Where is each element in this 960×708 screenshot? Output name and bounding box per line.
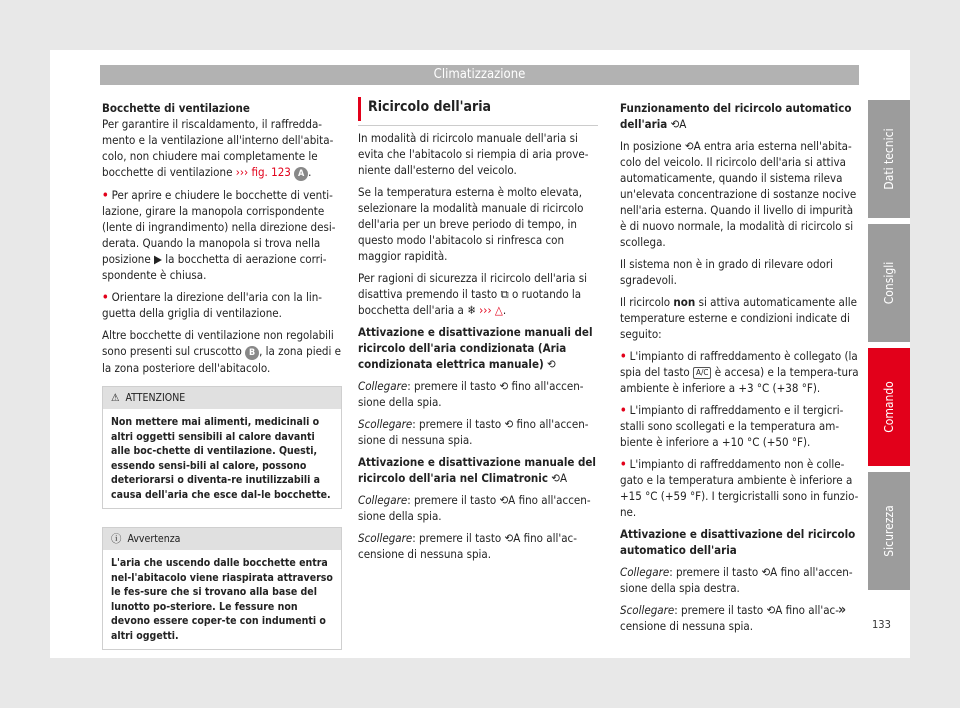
column-1: Bocchette di ventilazione Per garantire il riscaldamento, il raffredda-mento e la ventilazione all'interno dell'abita-colo, non chiudere mai completamente le bocchette di ventilazione ››› fig. 123 A . • Per aprire e chiudere le bocchette di venti-lazione, girare la manopola corrispondente (lente di ingrandimento) nella direzione desi-derata. Quando la manopola si trova nella posizione ▶ la bocchetta di aerazione corri-spondente è chiusa. • Orientare la direzione dell'aria con la lin-guetta della griglia di ventilazione. Altre bocchette di ventilazione non regolabili sono presenti sul cruscotto B , la zona piedi e la zona posteriore dell'abitacolo. ⚠ ATTENZIONE Non mettere mai alimenti, medicinali o altri oggetti sensibili al calore davanti alle boc-chette di ventilazione. Questi, essendo sensi-bili al calore, possono deteriorarsi o diventa-re inutilizzabili a causa dell'aria che esce dal-le bocchette. ⓘ Avvertenza L'aria che uscendo dalle bocchette entra nel-l'abitacolo viene riaspirata attraverso le fes-sure che si trovano alla base del lunotto po-steriore. Le fessure non devono essere coper-te con indumenti o altri oggetti. [102,100,342,650]
paragraph: Altre bocchette di ventilazione non regolabili sono presenti sul cruscotto [102,328,334,358]
subheading: Funzionamento del ricircolo automatico dell'aria [620,101,852,131]
side-tab-sicurezza[interactable] [868,472,910,590]
page-number: 133 [872,618,891,631]
ac-key: A/C [693,367,711,379]
paragraph: In modalità di ricircolo manuale dell'aria si evita che l'abitacolo si riempia di aria prove-niente dall'esterno del veicolo. [358,131,589,177]
paragraph: o ruotando la bocchetta dell'aria a [358,287,582,317]
heading-bocchette: Bocchette di ventilazione [102,101,250,115]
text: : premere il tasto [407,493,497,507]
badge-a: A [294,167,308,181]
bold-text: non [673,295,696,309]
label-collegare: Collegare [358,493,408,507]
badge-b: B [245,346,259,360]
text: : premere il tasto [407,379,497,393]
bullet-icon: • [620,457,627,471]
side-tab-dati-tecnici[interactable] [868,100,910,218]
label-scollegare: Scollegare [358,417,413,431]
side-tab-comando[interactable] [868,348,910,466]
warning-triangle-icon: △ [494,303,503,317]
warning-box [102,386,342,509]
auto-recirculation-icon: ⟲A [499,493,516,507]
label-collegare: Collegare [358,379,408,393]
side-tab-consigli[interactable] [868,224,910,342]
text: fino all'accen-sione di nessuna spia. [358,417,589,447]
defrost-icon: ❄ [467,303,476,317]
bullet-icon: • [620,403,627,417]
info-icon: ⓘ [111,533,122,545]
recirculation-icon: ⟲ [547,357,556,371]
auto-recirculation-icon: ⟲A [551,471,568,485]
side-tab-label: Sicurezza [882,505,896,557]
paragraph: Per garantire il riscaldamento, il raffredda-mento e la ventilazione all'interno dell'abita-colo, non chiudere mai completamente le bocchette di ventilazione [102,117,334,179]
text: fino all'ac-censione di nessuna spia. [620,603,839,633]
bullet-icon: • [620,349,627,363]
text: : premere il tasto [669,565,759,579]
auto-recirculation-icon: ⟲A [504,531,521,545]
warning-icon: ⚠ [111,392,120,404]
paragraph: Se la temperatura esterna è molto elevata, selezionare la modalità manuale di ricircolo dell'aria per un breve periodo di tempo, in questo modo l'abitacolo si rinfresca con maggior rapidità. [358,185,584,263]
continue-marker: » [838,602,847,618]
note-title: Avvertenza [127,533,181,545]
text: fino all'accen-sione della spia destra. [620,565,853,595]
ref-arrows[interactable]: ››› [479,303,492,317]
bullet-icon: • [102,290,109,304]
label-scollegare: Scollegare [620,603,675,617]
text: : premere il tasto [412,531,502,545]
text: Il ricircolo [620,295,671,309]
paragraph: Il sistema non è in grado di rilevare odori sgradevoli. [620,257,833,287]
bullet-text: Orientare la direzione dell'aria con la lin-guetta della griglia di ventilazione. [102,290,323,320]
label-collegare: Collegare [620,565,670,579]
column-2: In modalità di ricircolo manuale dell'aria si evita che l'abitacolo si riempia di aria prove-niente dall'esterno del veicolo. Se la temperatura esterna è molto elevata, selezionare la modalità manuale di ricircolo dell'aria per un breve periodo di tempo, in questo modo l'abitacolo si rinfresca con maggior rapidità. Per ragioni di sicurezza il ricircolo dell'aria si disattiva premendo il tasto ⧉ o ruotando la bocchetta dell'aria a ❄ ››› △. Attivazione e disattivazione manuali del ricircolo dell'aria condizionata (Aria condizionata elettrica manuale) ⟲ Collegare: premere il tasto ⟲ fino all'accen-sione della spia. Scollegare: premere il tasto ⟲ fino all'accen-sione di nessuna spia. Attivazione e disattivazione manuale del ricircolo dell'aria nel Climatronic ⟲A Collegare: premere il tasto ⟲A fino all'accen-sione della spia. Scollegare: premere il tasto ⟲A fino all'ac-censione di nessuna spia. [358,130,598,568]
arrow-right-icon: ▶ [154,252,162,266]
auto-recirculation-icon: ⟲A [766,603,783,617]
subheading: Attivazione e disattivazione manuale del ricircolo dell'aria nel Climatronic [358,455,596,485]
warning-title: ATTENZIONE [125,392,186,404]
section-title [358,95,598,125]
text: In posizione [620,139,682,153]
section-title-text: Ricircolo dell'aria [368,99,492,115]
text: : premere il tasto [674,603,764,617]
text: entra aria esterna nell'abita-colo del veicolo. Il ricircolo dell'aria si attiva automaticamente, quando il sistema rileva un'elevata concentrazione di sostanze nocive nell'aria esterna. Quando il livello di impurità è di nuovo normale, la modalità di ricircolo si scollega. [620,139,857,249]
text: fino all'accen-sione della spia. [358,379,584,409]
max-defrost-icon: ⧉ [500,287,509,301]
side-tab-label: Dati tecnici [882,128,896,190]
recirculation-icon: ⟲ [504,417,514,431]
header-bar: Climatizzazione [100,65,859,85]
bullet-text: Per aprire e chiudere le bocchette di venti-lazione, girare la manopola corrispondente (lente di ingrandimento) nella direzione desi-derata. Quando la manopola si trova nella posizione [102,188,336,266]
text: fino all'ac-censione di nessuna spia. [358,531,577,561]
paragraph: Per ragioni di sicurezza il ricircolo dell'aria si disattiva premendo il tasto [358,271,588,301]
text: fino all'accen-sione della spia. [358,493,591,523]
recirculation-icon: ⟲ [499,379,509,393]
auto-recirculation-icon: ⟲A [761,565,778,579]
bullet-icon: • [102,188,109,202]
paragraph: , la zona piedi e la zona posteriore dell'abitacolo. [102,344,342,375]
column-3 [620,100,860,640]
label-scollegare: Scollegare [358,531,413,545]
fig-ref-link[interactable]: ››› fig. 123 [235,165,291,179]
text: si attiva automaticamente alle temperature esterne e condizioni indicate di seguito: [620,295,858,341]
side-tab-label: Consigli [882,261,896,305]
subheading: Attivazione e disattivazione del ricircolo automatico dell'aria [620,527,856,557]
side-tab-label: Comando [882,381,896,433]
subheading: Attivazione e disattivazione manuali del ricircolo dell'aria condizionata (Aria condizionata elettrica manuale) [358,325,593,371]
text: L'impianto di raffreddamento e il tergicri-stalli sono scollegati e la temperatura am-biente è inferiore a +10 °C (+50 °F). [620,403,844,449]
text: è accesa) e la tempera-tura ambiente è inferiore a +3 °C (+38 °F). [620,365,859,395]
auto-recirculation-icon: ⟲A [670,117,687,131]
note-box [102,527,342,650]
note-text: L'aria che uscendo dalle bocchette entra nel-l'abitacolo viene riaspirata attraverso le fes-sure che si trovano alla base del lunotto po-steriore. Le fessure non devono essere coper-te con indumenti o altri oggetti. [111,557,333,642]
text: L'impianto di raffreddamento è collegato (la spia del tasto [620,349,858,379]
text: L'impianto di raffreddamento non è colle-gato e la temperatura ambiente è inferiore a +15 °C (+59 °F). I tergicristalli sono in funzio-ne. [620,457,859,519]
warning-text: Non mettere mai alimenti, medicinali o altri oggetti sensibili al calore davanti alle boc-chette di ventilazione. Questi, essendo sensi-bili al calore, possono deteriorarsi o diventa-re inutilizzabili a causa dell'aria che esce dal-le bocchette. [111,416,331,501]
auto-recirculation-icon: ⟲A [684,139,701,153]
bullet-text: la bocchetta di aerazione corri-spondente è chiusa. [102,252,327,282]
text: : premere il tasto [412,417,502,431]
